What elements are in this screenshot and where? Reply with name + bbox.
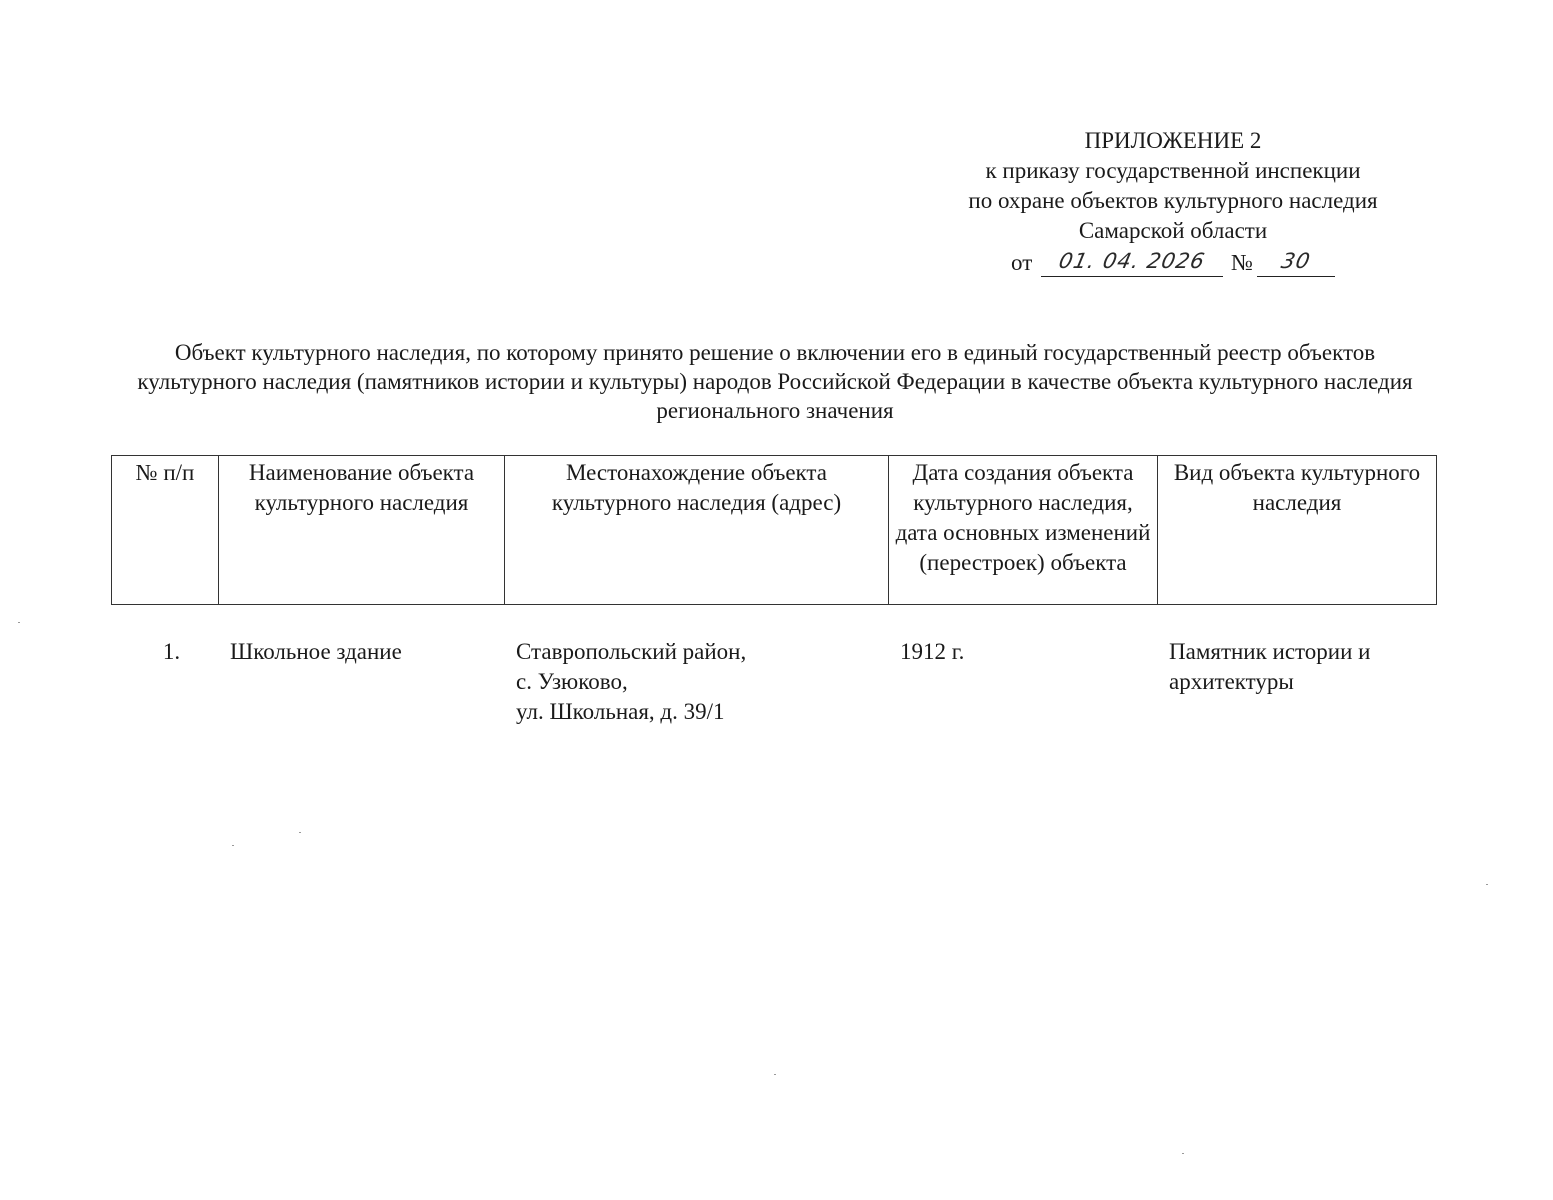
table-row <box>111 637 1436 727</box>
row-address-line-1: Ставропольский район, <box>516 639 747 664</box>
row-name: Школьное здание <box>230 639 402 664</box>
appendix-line-3: Самарской области <box>1078 218 1268 243</box>
header-date: Дата создания объекта культурного наследия, дата основных изменений (перестроек) объекта <box>889 456 1158 605</box>
row-address <box>504 637 888 727</box>
row-address-line-3: ул. Школьная, д. 39/1 <box>516 699 725 724</box>
appendix-title: ПРИЛОЖЕНИЕ 2 <box>1084 128 1262 153</box>
appendix-line-2: по охране объектов культурного наследия <box>968 188 1378 213</box>
handwritten-date: 01. 04. 2026 <box>1056 249 1208 273</box>
row-date: 1912 г. <box>900 639 965 664</box>
row-address-line-2: с. Узюково, <box>516 669 628 694</box>
row-type: Памятник истории и архитектуры <box>1169 639 1371 694</box>
appendix-header <box>900 126 1446 278</box>
number-sign: № <box>1231 250 1253 275</box>
scan-speck <box>774 1074 776 1075</box>
heritage-table-body <box>111 637 1436 727</box>
scan-speck <box>18 622 20 623</box>
appendix-line-1: к приказу государственной инспекции <box>985 158 1361 183</box>
table-header-row <box>112 456 1437 605</box>
from-label: от <box>1011 250 1033 275</box>
header-number: № п/п <box>112 456 219 605</box>
scan-speck <box>1486 884 1488 885</box>
header-type: Вид объекта культурного наследия <box>1158 456 1437 605</box>
row-number: 1. <box>162 639 181 664</box>
header-address: Местонахождение объекта культурного наследия (адрес) <box>505 456 889 605</box>
scan-speck <box>232 845 234 846</box>
scan-speck <box>299 832 301 833</box>
heritage-table-header <box>111 455 1437 605</box>
scan-speck <box>1182 1153 1184 1154</box>
document-title: Объект культурного наследия, по которому принято решение о включении его в единый государственный реестр объектов культурного наследия (памятников истории и культуры) народов Российской Федерации в качестве объекта культурного наследия регионального значения <box>137 340 1413 423</box>
handwritten-number: 30 <box>1279 249 1313 273</box>
order-date-number-line <box>900 248 1446 278</box>
header-name: Наименование объекта культурного наследия <box>219 456 505 605</box>
order-date-field <box>1041 248 1223 277</box>
order-number-field <box>1257 248 1335 277</box>
